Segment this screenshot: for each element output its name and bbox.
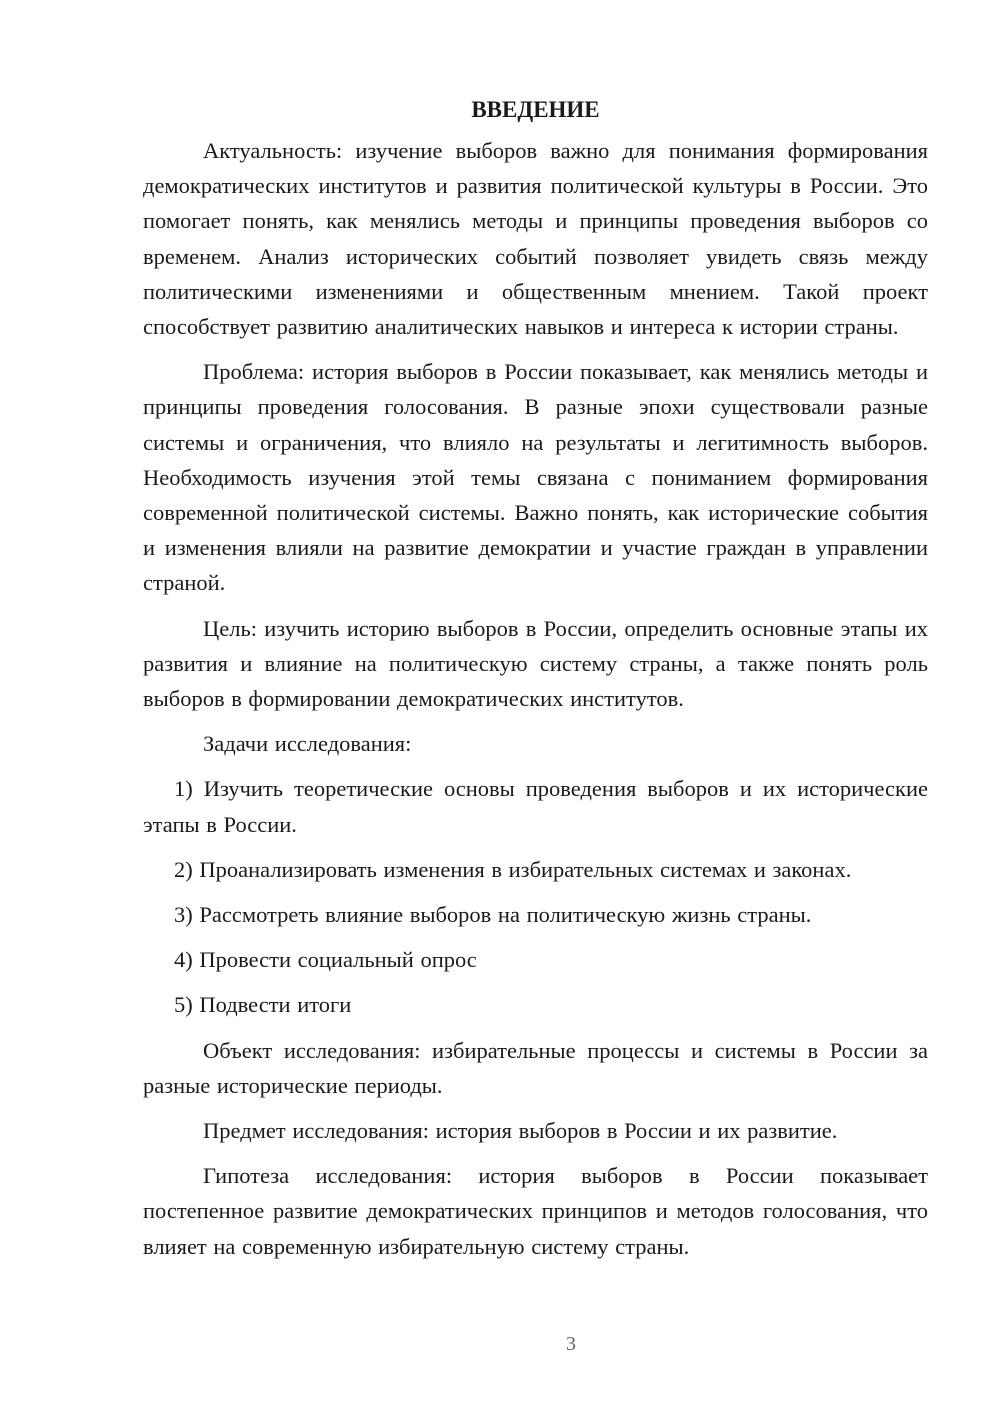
task-item-1: 1) Изучить теоретические основы проведения выборов и их исторические этапы в России. bbox=[143, 776, 928, 837]
paragraph-subject: Предмет исследования: история выборов в России и их развитие. bbox=[203, 1118, 838, 1144]
task-item-2: 2) Проанализировать изменения в избирательных системах и законах. bbox=[174, 856, 852, 882]
page-number-text: 3 bbox=[566, 1333, 576, 1355]
paragraph-hypothesis: Гипотеза исследования: история выборов в России показывает постепенное развитие демократических принципов и методов голосования, что влияет на современную избирательную систему страны. bbox=[143, 1163, 928, 1259]
document-page bbox=[143, 92, 928, 1264]
section-title: ВВЕДЕНИЕ bbox=[471, 97, 600, 122]
task-item-3: 3) Рассмотреть влияние выборов на политическую жизнь страны. bbox=[174, 902, 812, 928]
task-item-4: 4) Провести социальный опрос bbox=[174, 947, 477, 973]
paragraph-problem: Проблема: история выборов в России показывает, как менялись методы и принципы проведения голосования. В разные эпохи существовали разные системы и ограничения, что влияло на результаты и легитимность выборов. Необходимость изучения этой темы связана с пониманием формирования современной политической системы. Важно понять, как исторические события и изменения влияли на развитие демократии и участие граждан в управлении страной. bbox=[143, 359, 928, 596]
paragraph-object: Объект исследования: избирательные процессы и системы в России за разные исторические периоды. bbox=[143, 1037, 928, 1098]
tasks-heading: Задачи исследования: bbox=[203, 731, 412, 757]
paragraph-goal: Цель: изучить историю выборов в России, определить основные этапы их развития и влияние на политическую систему страны, а также понять роль выборов в формировании демократических институтов. bbox=[143, 615, 928, 712]
page-number bbox=[71, 1333, 1000, 1356]
paragraph-relevance: Актуальность: изучение выборов важно для понимания формирования демократических институтов и развития политической культуры в России. Это помогает понять, как менялись методы и принципы проведения выборов со временем. Анализ исторических событий позволяет увидеть связь между политическими изменениями и общественным мнением. Такой проект способствует развитию аналитических навыков и интереса к истории страны. bbox=[143, 138, 928, 340]
task-item-5: 5) Подвести итоги bbox=[174, 992, 352, 1018]
